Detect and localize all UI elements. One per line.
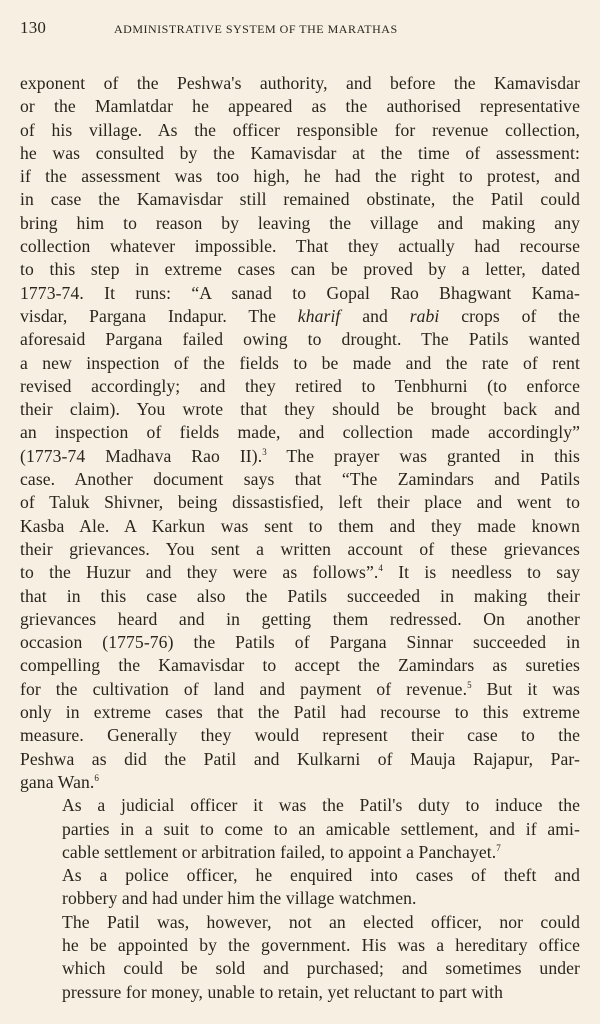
- text-line: a new inspection of the fields to be made and the rate of rent: [20, 352, 580, 373]
- footnote-marker: 7: [496, 842, 501, 853]
- text-line: parties in a suit to come to an amicable settlement, and if ami-: [62, 818, 580, 839]
- text-line: bring him to reason by leaving the village and making any: [20, 212, 580, 233]
- text-line: to the Huzur and they were as follows”.$^4$ It is needless to say: [20, 562, 581, 583]
- text-line: their claim). You wrote that they should be brought back and: [20, 399, 580, 420]
- footnote-marker: 3: [262, 446, 267, 457]
- text-line: occasion (1775-76) the Patils of Pargana Sinnar succeeded in: [20, 632, 580, 653]
- text-line: collection whatever impossible. That they actually had recourse: [20, 236, 580, 257]
- text-line: (1773-74 Madhava Rao II).$^3$ The prayer was granted in this: [20, 445, 580, 466]
- text-line: As a judicial officer it was the Patil's duty to induce the: [62, 795, 580, 816]
- text-line: 1773-74. It runs: “A sanad to Gopal Rao Bhagwant Kama-: [20, 282, 580, 303]
- body-text: [20, 72, 580, 1004]
- text-line: in case the Kamavisdar still remained obstinate, the Patil could: [20, 189, 580, 210]
- running-head: [20, 18, 580, 44]
- text-line: he be appointed by the government. His was a hereditary office: [62, 934, 580, 955]
- text-line: aforesaid Pargana failed owing to drought. The Patils wanted: [20, 329, 580, 350]
- footnote-marker: 5: [467, 679, 472, 690]
- text-line: Kasba Ale. A Karkun was sent to them and they made known: [20, 515, 580, 536]
- text-line: measure. Generally they would represent their case to the: [20, 725, 580, 746]
- paragraph-2: [20, 794, 580, 864]
- text-line: an inspection of fields made, and collection made accordingly”: [20, 422, 580, 443]
- text-line: case. Another document says that “The Zamindars and Patils: [20, 469, 580, 490]
- footnote-marker: 6: [94, 773, 100, 784]
- paragraph-1: [20, 72, 580, 794]
- text-line: of his village. As the officer responsible for revenue collection,: [20, 119, 580, 140]
- text-line: visdar, Pargana Indapur. The kharif and rabi crops of the: [20, 305, 580, 326]
- text-line: to this step in extreme cases can be proved by a letter, dated: [20, 259, 580, 280]
- text-line: Peshwa as did the Patil and Kulkarni of Mauja Rajapur, Par-: [20, 748, 580, 769]
- text-line: The Patil was, however, not an elected officer, nor could: [62, 911, 580, 932]
- text-line: grievances heard and in getting them redressed. On another: [20, 608, 580, 629]
- text-line: As a police officer, he enquired into cases of theft and: [62, 865, 580, 886]
- text-line: or the Mamlatdar he appeared as the authorised representative: [20, 96, 580, 117]
- text-line: for the cultivation of land and payment of revenue.$^5$ But it was: [20, 678, 580, 699]
- text-line: of Taluk Shivner, being dissastisfied, left their place and went to: [20, 492, 580, 513]
- text-line: that in this case also the Patils succeeded in making their: [20, 585, 580, 606]
- text-line: their grievances. You sent a written account of these grievances: [20, 538, 580, 559]
- italic-term: rabi: [409, 305, 440, 326]
- text-line: revised accordingly; and they retired to Tenbhurni (to enforce: [20, 375, 580, 396]
- paragraph-3: [20, 864, 580, 911]
- text-line: cable settlement or arbitration failed, to appoint a Panchayet.$^7$: [62, 841, 501, 862]
- text-line: exponent of the Peshwa's authority, and before the Kamavisdar: [20, 73, 580, 93]
- italic-term: kharif: [297, 305, 341, 326]
- text-line: pressure for money, unable to retain, yet reluctant to part with: [62, 981, 504, 1002]
- text-line: if the assessment was too high, he had the right to protest, and: [20, 166, 580, 187]
- text-line: which could be sold and purchased; and sometimes under: [62, 958, 580, 979]
- text-line: only in extreme cases that the Patil had recourse to this extreme: [20, 702, 580, 723]
- footnote-marker: 4: [378, 563, 383, 574]
- paragraph-4: [20, 911, 580, 1004]
- text-line: compelling the Kamavisdar to accept the Zamindars as sureties: [20, 655, 580, 676]
- running-title: ADMINISTRATIVE SYSTEM OF THE MARATHAS: [114, 22, 398, 36]
- text-line: robbery and had under him the village watchmen.: [62, 888, 417, 909]
- text-line: gana Wan.$^6$: [20, 771, 100, 792]
- page-number: 130: [20, 18, 47, 37]
- text-line: he was consulted by the Kamavisdar at the time of assessment:: [20, 142, 580, 163]
